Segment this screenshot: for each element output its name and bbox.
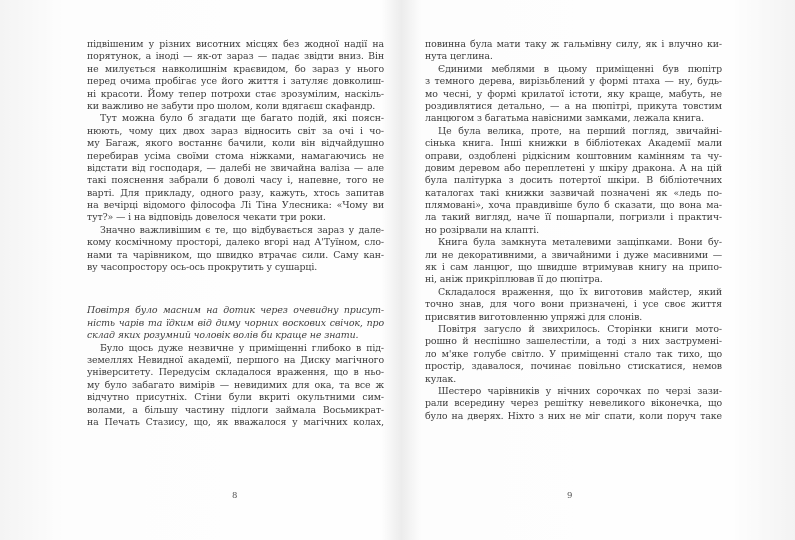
text-line: ність чарів та їдким від диму чорних воскових свічок, про [87,317,384,329]
text-line: точно знав, для чого вони призначені, і усе своє життя [425,299,722,311]
text-line: Повітря було масним на дотик через очевидну присут- [87,305,384,317]
text-line: Складалося враження, що їх виготовив майстер, який [438,286,722,298]
paragraph [425,39,722,64]
paragraph [425,324,722,386]
text-line: Книга була замкнута металевими защіпками. Вони бу- [438,237,722,249]
text-line: відчутно присутніх. Стіни були вкриті окультними сим- [87,392,384,404]
text-line: склад яких розумний чоловік волів би краще не знати. [87,330,359,342]
text-line: земеллях Невидної академії, першого на Диску магічного [87,354,384,366]
paragraph [425,287,722,324]
paragraph [87,39,384,113]
paragraph [87,343,384,430]
text-line: порятунок, а іноді — як-от зараз — падає звідти вниз. Він [87,51,384,63]
paragraph [425,126,722,238]
text-line: ки важливо не забути про шолом, коли вдягаєш скафандр. [87,100,376,112]
text-line: Було щось дуже незвичне у приміщенні глибоко в під- [100,342,384,354]
text-line: Тут можна було б згадати ще багато подій, які поясн- [100,113,384,125]
text-line: ла такий вигляд, наче її пошарпали, погризли і практич- [425,212,722,224]
text-line: но розірвали на клапті. [425,224,540,236]
text-line: як і сам ланцюг, що швидше втримував книгу на припо- [425,262,722,274]
text-line: му Багаж, якого востаннє бачили, коли він відчайдушно [87,138,384,150]
text-line: волами, а більшу частину підлоги займала Восьмикрат- [87,404,384,416]
text-line: сінька книга. Інші книжки в бібліотеках Академії мали [425,138,722,150]
text-line: Єдиними меблями в цьому приміщенні був пюпітр [438,63,722,75]
text-line: роздивлятися детально, — а на пюпітрі, прикута товстим [425,100,722,112]
text-line: довим деревом або переплетені у шкіру дракона. А на цій [425,162,722,174]
text-line: каталогах такі книжки зазвичай позначені як «ледь по- [425,187,722,199]
text-line: нюють, чому цих двох зараз відносить світ за очі і чо- [87,125,384,137]
text-line: ні красоти. Йому тепер потрохи стає зрозумілим, наскіль- [87,88,384,100]
left-page [87,39,384,429]
paragraph [425,237,722,287]
page-number-right: 9 [567,491,573,501]
text-line: варті. Для прикладу, одного разу, кажуть, хтось запитав [87,187,384,199]
paragraph [425,386,722,423]
text-line: оправи, оздоблені рідкісним коштовним камінням та чу- [425,150,722,162]
paragraph [87,305,384,342]
text-line: відстати від господаря, — далебі не звичайна валіза — але [87,162,384,174]
paragraph [87,113,384,225]
text-line: присвятив виготовленню упряжі для слонів. [425,311,643,323]
page-number-left: 8 [232,491,238,501]
text-line: нута цеглина. [425,51,493,63]
text-line: такі пояснення забрали б доволі часу і, напевне, того не [87,175,384,187]
text-line: ланцюгом з багатьма навісними замками, лежала книга. [425,113,704,125]
text-line: на Печать Стазису, що, як вважалося у магічних колах, [87,416,384,428]
text-line: ні, аніж прикріплював її до пюпітра. [425,274,603,286]
text-line: не милується навколишнім краєвидом, бо зараз у нього [87,63,384,75]
text-line: повинна була мати таку ж гальмівну силу, як і влучно ки- [425,39,722,50]
text-line: підвішеним у різних висотних місцях без жодної надії на [87,39,384,50]
text-line: ли не декоративними, а звичайними і дуже масивними — [425,249,722,261]
text-line: Повітря загусло й звихрилось. Сторінки книги мото- [438,323,722,335]
paragraph [425,64,722,126]
text-line: було на дверях. Ніхто з них не міг спати, коли поруч таке [425,410,722,422]
text-line: Це була велика, проте, на перший погляд, звичайні- [438,125,722,137]
text-line: кулак. [425,373,457,385]
text-line: тут?» — і на відповідь довелося чекати три роки. [87,212,326,224]
text-line: Шестеро чарівників у нічних сорочках по черзі зази- [438,385,722,397]
text-line: простір, здавалося, починає повільно стискатися, немов [425,361,722,373]
text-line: плямовані», хоча правдивіше було б сказати, що вона ма- [425,200,722,212]
section-break [87,274,384,305]
epigraph-block [87,305,384,342]
text-line: на вечірці відомого філософа Лі Тіна Улесника: «Чому ви [87,200,384,212]
text-line: перед очима пробігає усе його життя і затуляє довколиш- [87,76,384,88]
text-line: ло м'яке голубе світло. У приміщенні стало так тихо, що [425,348,722,360]
text-line: університету. Передусім складалося враження, що в ньо- [87,367,384,379]
text-block [87,39,384,274]
text-line: рали всередину через решітку невеликого віконечка, що [425,398,722,410]
text-block [425,39,722,423]
text-line: перебирав усіма своїми стома ніжками, намагаючись не [87,150,384,162]
text-line: рошно й неспішно зашелестіли, а тоді з них заструмені- [425,336,722,348]
text-block [87,343,384,430]
text-line: з темного дерева, вирізьблений у формі птаха — ну, будь- [425,76,722,88]
right-page [425,39,722,423]
text-line: нами та чарівником, що швидко втрачає сили. Саму кан- [87,249,384,261]
paragraph [87,225,384,275]
text-line: була палітурка з досить потертої шкіри. В бібліотечних [425,175,722,187]
text-line: Значно важливішим є те, що відбувається зараз у дале- [100,224,384,236]
text-line: мо чесні, у формі крилатої істоти, яку краще, мабуть, не [425,88,722,100]
text-line: кому космічному просторі, далеко вгорі над А'Туїном, сло- [87,237,384,249]
text-line: ву часопростору ось-ось прокрутить у сушарці. [87,262,318,274]
text-line: му було забагато вимірів — невидимих для ока, та все ж [87,379,384,391]
